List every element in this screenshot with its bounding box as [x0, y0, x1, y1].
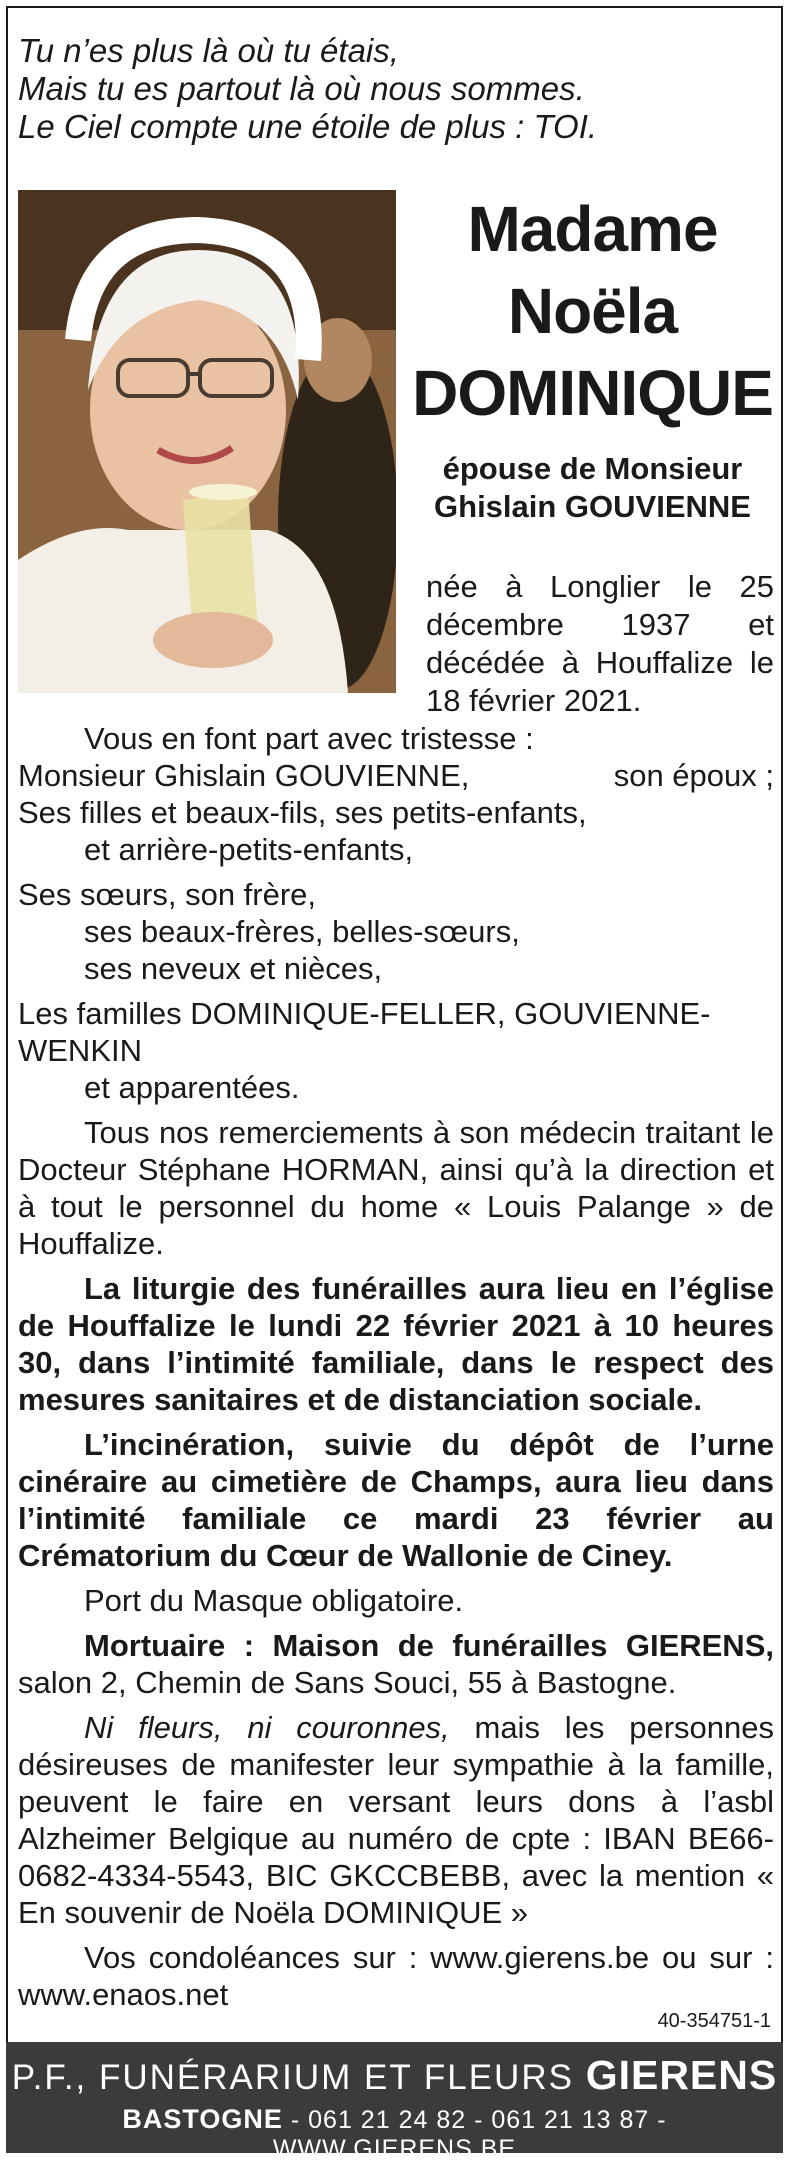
title-line: Madame: [467, 193, 718, 265]
poem-line: Mais tu es partout là où nous sommes.: [18, 70, 585, 107]
banner-brand: GIERENS: [585, 2052, 778, 2098]
title-line: Noëla: [507, 275, 678, 347]
intro-text: Vous en font part avec tristesse :: [84, 721, 534, 756]
spouse-line: Ghislain GOUVIENNE: [434, 489, 751, 524]
banner-city: BASTOGNE: [122, 2104, 283, 2134]
mortuary-label: Mortuaire : Maison de funérailles GIERENS,: [84, 1628, 774, 1663]
banner-line-2: [6, 2104, 783, 2164]
notice-body: [18, 720, 774, 2013]
title-line: DOMINIQUE: [412, 357, 773, 429]
family-line: et arrière-petits-enfants,: [84, 832, 414, 867]
deceased-name: [410, 188, 775, 434]
portrait-photo: [18, 190, 396, 693]
family-line: Ses sœurs, son frère,: [18, 877, 317, 912]
husband-row: [18, 757, 774, 794]
flowers-text: mais les personnes désireuses de manifester leur sympathie à la famille, peuvent le faire en versant leurs dons à l’asbl Alzheimer Belgique au numéro de cpte : IBAN BE66-0682-4334-5543, BIC GKCCBEBB, avec la mention « En souvenir de Noëla DOMINIQUE »: [18, 1710, 774, 1930]
incineration-paragraph: L’incinération, suivie du dépôt de l’urne cinéraire au cimetière de Champs, aura lieu dans l’intimité familiale ce mardi 23 février au Crématorium du Cœur de Wallonie de Ciney.: [18, 1427, 774, 1573]
family-line: et apparentées.: [84, 1070, 300, 1105]
reference-number: 40-354751-1: [657, 2010, 771, 2032]
family-line: Ses filles et beaux-fils, ses petits-enfants,: [18, 795, 587, 830]
spouse-line: épouse de Monsieur: [442, 451, 743, 486]
family-line: ses beaux-frères, belles-sœurs,: [84, 914, 520, 949]
husband-role: son époux ;: [613, 758, 774, 793]
flowers-paragraph: [18, 1709, 774, 1931]
banner-line-1: [6, 2052, 783, 2099]
mask-notice: Port du Masque obligatoire.: [84, 1583, 464, 1618]
family-line: Les familles DOMINIQUE-FELLER, GOUVIENNE-WENKIN: [18, 996, 711, 1068]
liturgy-paragraph: La liturgie des funérailles aura lieu en l’église de Houffalize le lundi 22 février 2021 à 10 heures 30, dans l’intimité familiale, dans le respect des mesures sanitaires et de distanciation sociale.: [18, 1271, 774, 1417]
mortuary-address: salon 2, Chemin de Sans Souci, 55 à Bastogne.: [18, 1665, 677, 1700]
spouse-info: [410, 450, 775, 526]
funeral-home-banner: [6, 2042, 783, 2163]
poem-line: Tu n’es plus là où tu étais,: [18, 32, 399, 69]
family-line: ses neveux et nièces,: [84, 951, 383, 986]
mortuary-paragraph: [18, 1627, 774, 1701]
thanks-paragraph: Tous nos remerciements à son médecin traitant le Docteur Stéphane HORMAN, ainsi qu’à la direction et à tout le personnel du home « Louis Palange » de Houffalize.: [18, 1115, 774, 1261]
poem-line: Le Ciel compte une étoile de plus : TOI.: [18, 108, 598, 145]
birth-death-info: née à Longlier le 25 décembre 1937 et décédée à Houffalize le 18 février 2021.: [426, 569, 774, 718]
poem: [18, 32, 758, 146]
condolences-paragraph: Vos condoléances sur : www.gierens.be ou sur : www.enaos.net: [18, 1940, 774, 2012]
banner-contact: - 061 21 24 82 - 061 21 13 87 - WWW.GIERENS.BE: [272, 2106, 667, 2163]
banner-prefix: P.F., FUNÉRARIUM ET FLEURS: [11, 2058, 586, 2097]
husband-name: Monsieur Ghislain GOUVIENNE,: [18, 758, 470, 793]
flowers-italic: Ni fleurs, ni couronnes,: [84, 1710, 450, 1745]
